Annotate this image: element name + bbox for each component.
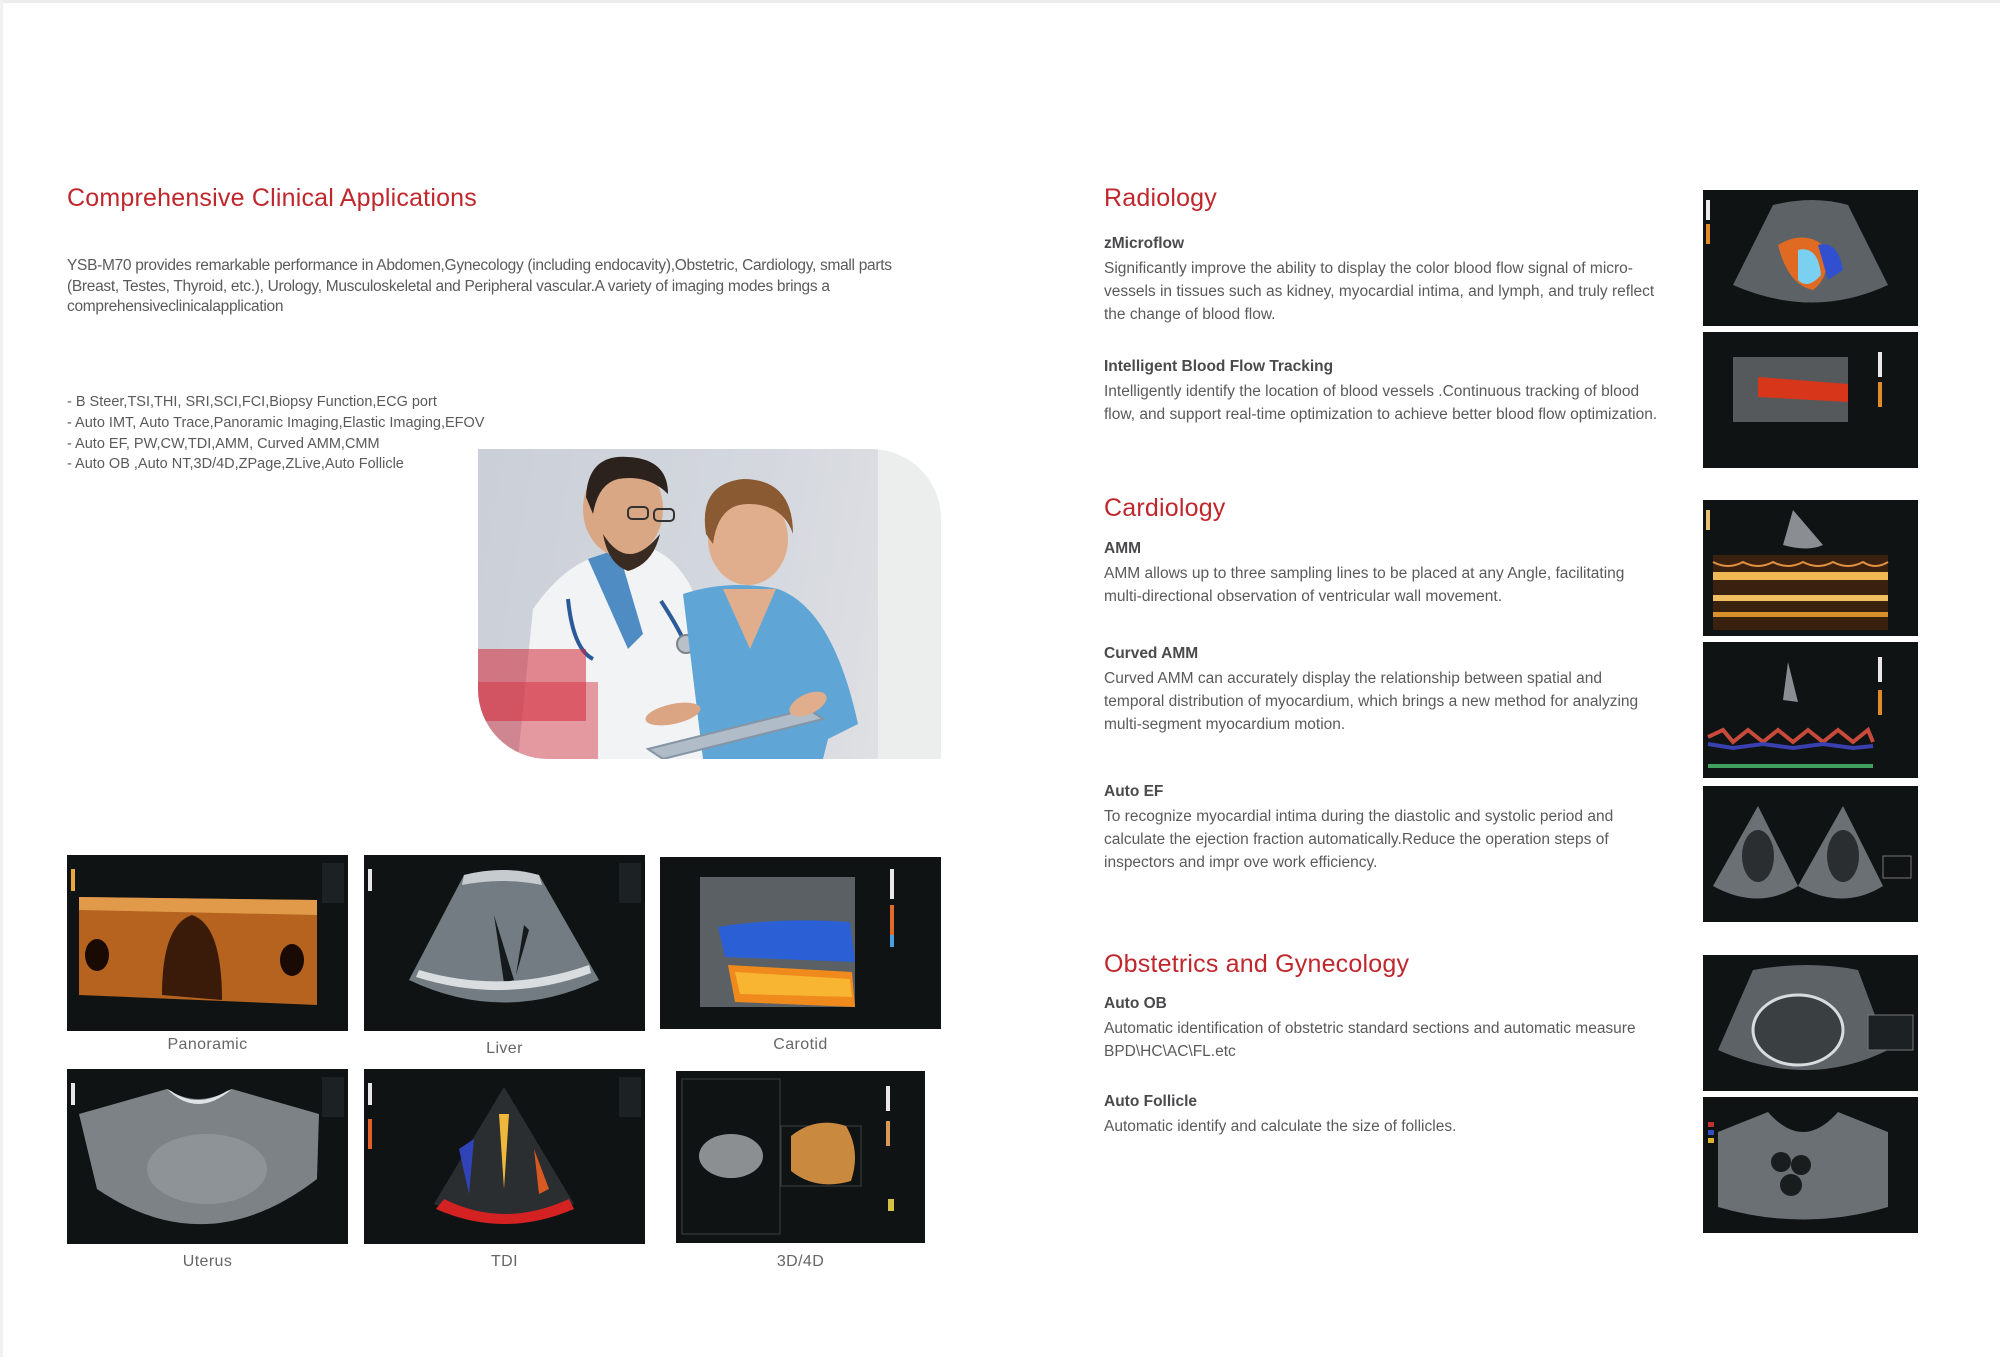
feature-list bbox=[67, 392, 484, 475]
auto-ob-body: Automatic identification of obstetric standard sections and automatic measure BPD\HC\AC\FL.etc bbox=[1104, 1020, 1636, 1060]
gallery-caption: Liver bbox=[486, 1040, 523, 1057]
carotid-ultrasound-image bbox=[660, 857, 941, 1029]
auto-follicle-title: Auto Follicle bbox=[1104, 1093, 1197, 1110]
feature-item: - Auto OB ,Auto NT,3D/4D,ZPage,ZLive,Auto Follicle bbox=[67, 456, 404, 473]
gallery-caption: Panoramic bbox=[167, 1036, 248, 1053]
zmicroflow-title: zMicroflow bbox=[1104, 235, 1185, 252]
radiology-heading: Radiology bbox=[1104, 184, 1217, 212]
blood-flow-tracking-title: Intelligent Blood Flow Tracking bbox=[1104, 358, 1334, 375]
curved-amm-body: Curved AMM can accurately display the relationship between spatial and temporal distribution of myocardium, which brings a new method for analyzing multi-segment myocardium motion. bbox=[1104, 670, 1639, 733]
page-left-border bbox=[0, 0, 3, 1357]
gallery-caption: Carotid bbox=[773, 1036, 828, 1053]
auto-follicle-image bbox=[1703, 1097, 1918, 1233]
left-heading: Comprehensive Clinical Applications bbox=[67, 184, 477, 212]
page-top-border bbox=[0, 0, 2000, 3]
auto-ef-image bbox=[1703, 786, 1918, 922]
feature-item: - B Steer,TSI,THI, SRI,SCI,FCI,Biopsy Function,ECG port bbox=[67, 394, 437, 410]
gallery-caption: Uterus bbox=[182, 1253, 233, 1270]
doctors-photo bbox=[478, 449, 941, 759]
auto-ob-image bbox=[1703, 955, 1918, 1091]
amm-body: AMM allows up to three sampling lines to be placed at any Angle, facilitating multi-directional observation of ventricular wall movement. bbox=[1104, 565, 1625, 605]
amm-title: AMM bbox=[1104, 540, 1142, 557]
intro-paragraph: YSB-M70 provides remarkable performance in Abdomen,Gynecology (including endocavity),Obstetric, Cardiology, small parts (Breast, Testes, Thyroid, etc.), Urology, Musculoskeletal and Peripheral vascular.A variety of imaging modes brings a comprehensiveclinicalapplication bbox=[67, 257, 892, 315]
liver-ultrasound-image bbox=[364, 855, 645, 1031]
uterus-ultrasound-image bbox=[67, 1069, 348, 1244]
3d4d-ultrasound-image bbox=[676, 1071, 925, 1243]
gallery-caption: 3D/4D bbox=[776, 1253, 825, 1270]
feature-item: - Auto IMT, Auto Trace,Panoramic Imaging,Elastic Imaging,EFOV bbox=[67, 414, 485, 431]
blood-flow-tracking-body: Intelligently identify the location of blood vessels .Continuous tracking of blood flow, and support real-time optimization to achieve better blood flow optimization. bbox=[1104, 383, 1658, 423]
curved-amm-image bbox=[1703, 642, 1918, 778]
amm-image bbox=[1703, 500, 1918, 636]
cardiology-heading: Cardiology bbox=[1104, 494, 1226, 522]
zmicroflow-body: Significantly improve the ability to display the color blood flow signal of micro-vessels in tissues such as kidney, myocardial intima, and lymph, and truly reflect the change of blood flow. bbox=[1104, 260, 1655, 323]
zmicroflow-kidney-image bbox=[1703, 190, 1918, 326]
gallery-caption: TDI bbox=[491, 1253, 518, 1270]
blood-flow-tracking-image bbox=[1703, 332, 1918, 468]
auto-follicle-body: Automatic identify and calculate the size of follicles. bbox=[1104, 1118, 1457, 1135]
tdi-ultrasound-image bbox=[364, 1069, 645, 1244]
auto-ef-body: To recognize myocardial intima during the diastolic and systolic period and calculate the ejection fraction automatically.Reduce the operation steps of inspectors and impr ove work efficiency. bbox=[1104, 808, 1614, 871]
panoramic-ultrasound-image bbox=[67, 855, 348, 1031]
auto-ef-title: Auto EF bbox=[1104, 783, 1164, 800]
feature-item: - Auto EF, PW,CW,TDI,AMM, Curved AMM,CMM bbox=[67, 435, 380, 452]
auto-ob-title: Auto OB bbox=[1104, 995, 1167, 1012]
curved-amm-title: Curved AMM bbox=[1104, 645, 1199, 662]
obgyn-heading: Obstetrics and Gynecology bbox=[1104, 950, 1410, 978]
